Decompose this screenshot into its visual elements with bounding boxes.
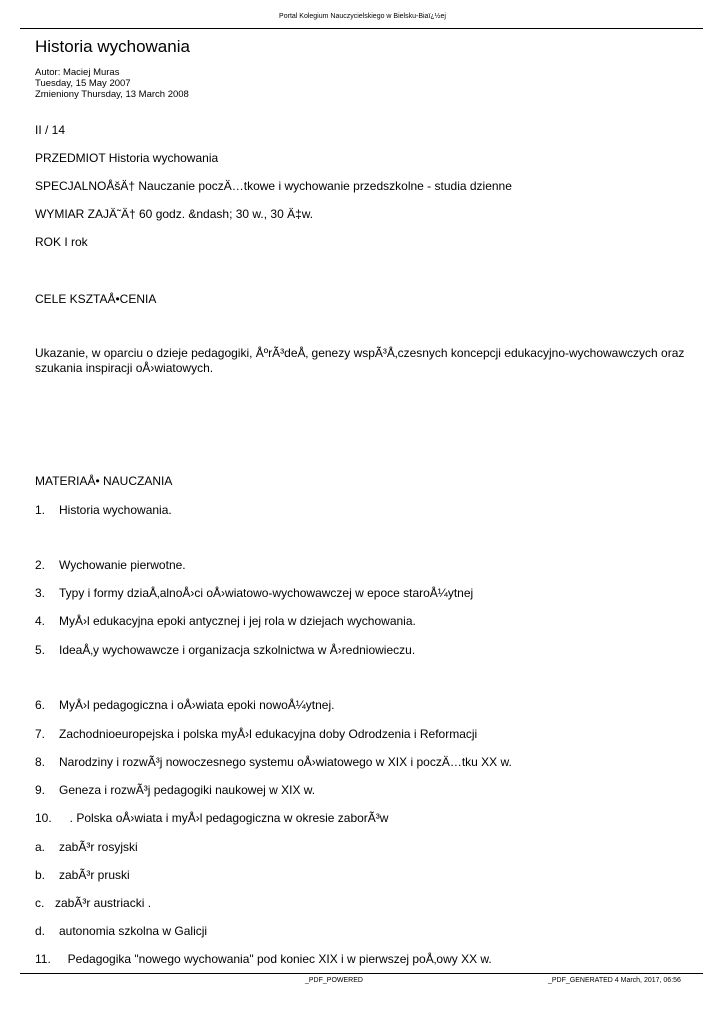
- list-item-text: zabÃ³r pruski: [59, 868, 130, 882]
- modified-date: Zmieniony Thursday, 13 March 2008: [35, 89, 189, 100]
- list-item-number: b.: [35, 868, 46, 882]
- list-item-number: 6.: [35, 698, 46, 712]
- list-item: [35, 840, 138, 855]
- list-item-number: 5.: [35, 643, 46, 657]
- list-item-number: 4.: [35, 614, 46, 628]
- list-item-number: 1.: [35, 503, 46, 517]
- list-item-number: a.: [35, 840, 46, 854]
- header-divider: [20, 28, 703, 29]
- list-item-text: Narodziny i rozwÃ³j nowoczesnego systemu oÅ›wiatowego w XIX i poczÄ…tku XX w.: [59, 755, 512, 769]
- list-item-number: c.: [35, 896, 45, 910]
- list-item-number: 8.: [35, 755, 46, 769]
- list-item-text: Wychowanie pierwotne.: [59, 558, 186, 572]
- list-item: [35, 558, 186, 573]
- list-item: [35, 586, 473, 601]
- goals-text: Ukazanie, w oparciu o dzieje pedagogiki, ÅºrÃ³deÅ‚ genezy wspÃ³Å‚czesnych koncepcji edukacyjno-wychowawczych oraz szukania inspiracji oÅ›wiatowych.: [35, 346, 685, 375]
- footer-generated: _PDF_GENERATED 4 March, 2017, 06:56: [548, 977, 681, 984]
- list-item-number: 7.: [35, 727, 46, 741]
- footer-divider: [20, 973, 703, 974]
- list-item-number: 2.: [35, 558, 46, 572]
- materials-heading: MATERIAÅ• NAUCZANIA: [35, 474, 173, 488]
- list-item-text: Geneza i rozwÃ³j pedagogiki naukowej w XIX w.: [59, 783, 316, 797]
- article-meta: [35, 67, 189, 100]
- list-item-text: Zachodnioeuropejska i polska myÅ›l edukacyjna doby Odrodzenia i Reformacji: [59, 727, 478, 741]
- hours-field: WYMIAR ZAJÄ˜Ä† 60 godz. &ndash; 30 w., 30 Ä‡w.: [35, 207, 314, 221]
- list-item-number: 9.: [35, 783, 46, 797]
- list-item-number: 10.: [35, 811, 52, 825]
- page-title: Historia wychowania: [35, 37, 190, 56]
- list-item-text: Typy i formy dziaÅ‚alnoÅ›ci oÅ›wiatowo-wychowawczej w epoce staroÅ¼ytnej: [59, 586, 474, 600]
- list-item: [35, 755, 512, 770]
- list-item: [35, 698, 334, 713]
- list-item-text: MyÅ›l pedagogiczna i oÅ›wiata epoki nowoÅ¼ytnej.: [59, 698, 335, 712]
- list-item: [35, 643, 415, 658]
- list-item-number: 3.: [35, 586, 46, 600]
- list-item: [35, 503, 172, 518]
- list-item-number: 11.: [35, 952, 51, 966]
- list-item-text: . Polska oÅ›wiata i myÅ›l pedagogiczna w okresie zaborÃ³w: [63, 811, 389, 825]
- list-item: [35, 868, 130, 883]
- goals-heading: CELE KSZTAÅ•CENIA: [35, 292, 157, 306]
- list-item-text: Pedagogika "nowego wychowania" pod koniec XIX i w pierwszej poÅ‚owy XX w.: [61, 952, 492, 966]
- list-item: [35, 727, 477, 742]
- specialty-field: SPECJALNOÅšÄ† Nauczanie poczÄ…tkowe i wychowanie przedszkolne - studia dzienne: [35, 179, 512, 193]
- author-line: Autor: Maciej Muras: [35, 67, 120, 78]
- list-item-text: MyÅ›l edukacyjna epoki antycznej i jej rola w dziejach wychowania.: [59, 614, 416, 628]
- list-item-text: IdeaÅ‚y wychowawcze i organizacja szkolnictwa w Å›redniowieczu.: [59, 643, 416, 657]
- list-item: [35, 896, 151, 911]
- list-item-text: zabÃ³r austriacki .: [55, 896, 152, 910]
- list-item: [35, 614, 416, 629]
- created-date: Tuesday, 15 May 2007: [35, 78, 131, 89]
- list-item-text: autonomia szkolna w Galicji: [59, 924, 208, 938]
- footer-powered: _PDF_POWERED: [305, 977, 363, 984]
- list-item: [35, 811, 388, 826]
- course-code: II / 14: [35, 123, 66, 137]
- list-item-text: zabÃ³r rosyjski: [59, 840, 138, 854]
- list-item-text: Historia wychowania.: [59, 503, 172, 517]
- year-field: ROK I rok: [35, 235, 88, 249]
- subject-field: PRZEDMIOT Historia wychowania: [35, 151, 219, 165]
- page-header: Portal Kolegium Nauczycielskiego w Bielsku-Biaï¿½ej: [279, 13, 446, 20]
- list-item: [35, 783, 315, 798]
- list-item-number: d.: [35, 924, 46, 938]
- list-item: [35, 924, 207, 939]
- list-item: [35, 952, 492, 967]
